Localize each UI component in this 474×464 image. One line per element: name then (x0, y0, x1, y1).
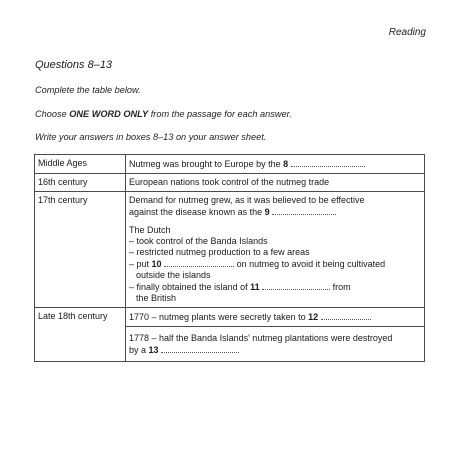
spacer (129, 218, 421, 225)
cell-text: – put (129, 259, 152, 269)
instruction-one-word (35, 109, 292, 119)
period-cell: Late 18th century (35, 308, 126, 362)
period-cell: 16th century (35, 174, 126, 192)
table-row (35, 192, 425, 308)
period-cell: Middle Ages (35, 155, 126, 174)
content-cell (126, 155, 425, 174)
cell-text: against the disease known as the (129, 207, 265, 217)
content-cell (126, 308, 425, 327)
answer-blank-8[interactable] (291, 158, 365, 167)
instruction-emphasis: ONE WORD ONLY (69, 109, 149, 119)
question-number-13: 13 (148, 345, 159, 355)
question-number-9: 9 (264, 207, 270, 217)
instruction-complete-table: Complete the table below. (35, 85, 141, 95)
instruction-text: from the passage for each answer. (148, 109, 292, 119)
question-number-10: 10 (151, 259, 162, 269)
cell-text: by a (129, 345, 149, 355)
questions-title: Questions 8–13 (35, 59, 113, 71)
cell-text: 1778 – half the Banda Islands' nutmeg plantations were destroyed (129, 333, 393, 343)
section-label: Reading (388, 27, 426, 38)
answer-blank-9[interactable] (272, 206, 336, 215)
notes-table (34, 154, 425, 362)
table-row (35, 308, 425, 327)
content-cell: European nations took control of the nutmeg trade (126, 174, 425, 192)
period-cell: 17th century (35, 192, 126, 308)
content-cell (126, 327, 425, 362)
cell-line (129, 258, 421, 270)
cell-text: The Dutch (129, 225, 171, 235)
cell-text: Demand for nutmeg grew, as it was believed to be effective (129, 195, 365, 205)
table-row (35, 155, 425, 174)
answer-blank-13[interactable] (161, 344, 239, 353)
cell-line (129, 344, 421, 356)
cell-line (129, 206, 421, 218)
cell-text: – took control of the Banda Islands (129, 236, 268, 246)
cell-text: outside the islands (136, 270, 211, 280)
question-number-11: 11 (250, 282, 260, 292)
cell-line (129, 281, 421, 293)
cell-text: from (330, 282, 351, 292)
content-cell (126, 192, 425, 308)
instruction-text: Choose (35, 109, 70, 119)
answer-blank-10[interactable] (164, 258, 234, 267)
cell-text: Nutmeg was brought to Europe by the (129, 159, 284, 169)
cell-text: 1770 – nutmeg plants were secretly taken to (129, 312, 309, 322)
cell-text: – restricted nutmeg production to a few areas (129, 247, 310, 257)
cell-text: – finally obtained the island of (129, 282, 251, 292)
answer-blank-11[interactable] (262, 281, 330, 290)
cell-text: the British (136, 293, 177, 303)
cell-text: on nutmeg to avoid it being cultivated (234, 259, 386, 269)
instruction-answer-sheet: Write your answers in boxes 8–13 on your answer sheet. (35, 132, 267, 142)
answer-blank-12[interactable] (321, 311, 371, 320)
table-row (35, 174, 425, 192)
question-number-8: 8 (283, 159, 289, 169)
question-number-12: 12 (308, 312, 319, 322)
